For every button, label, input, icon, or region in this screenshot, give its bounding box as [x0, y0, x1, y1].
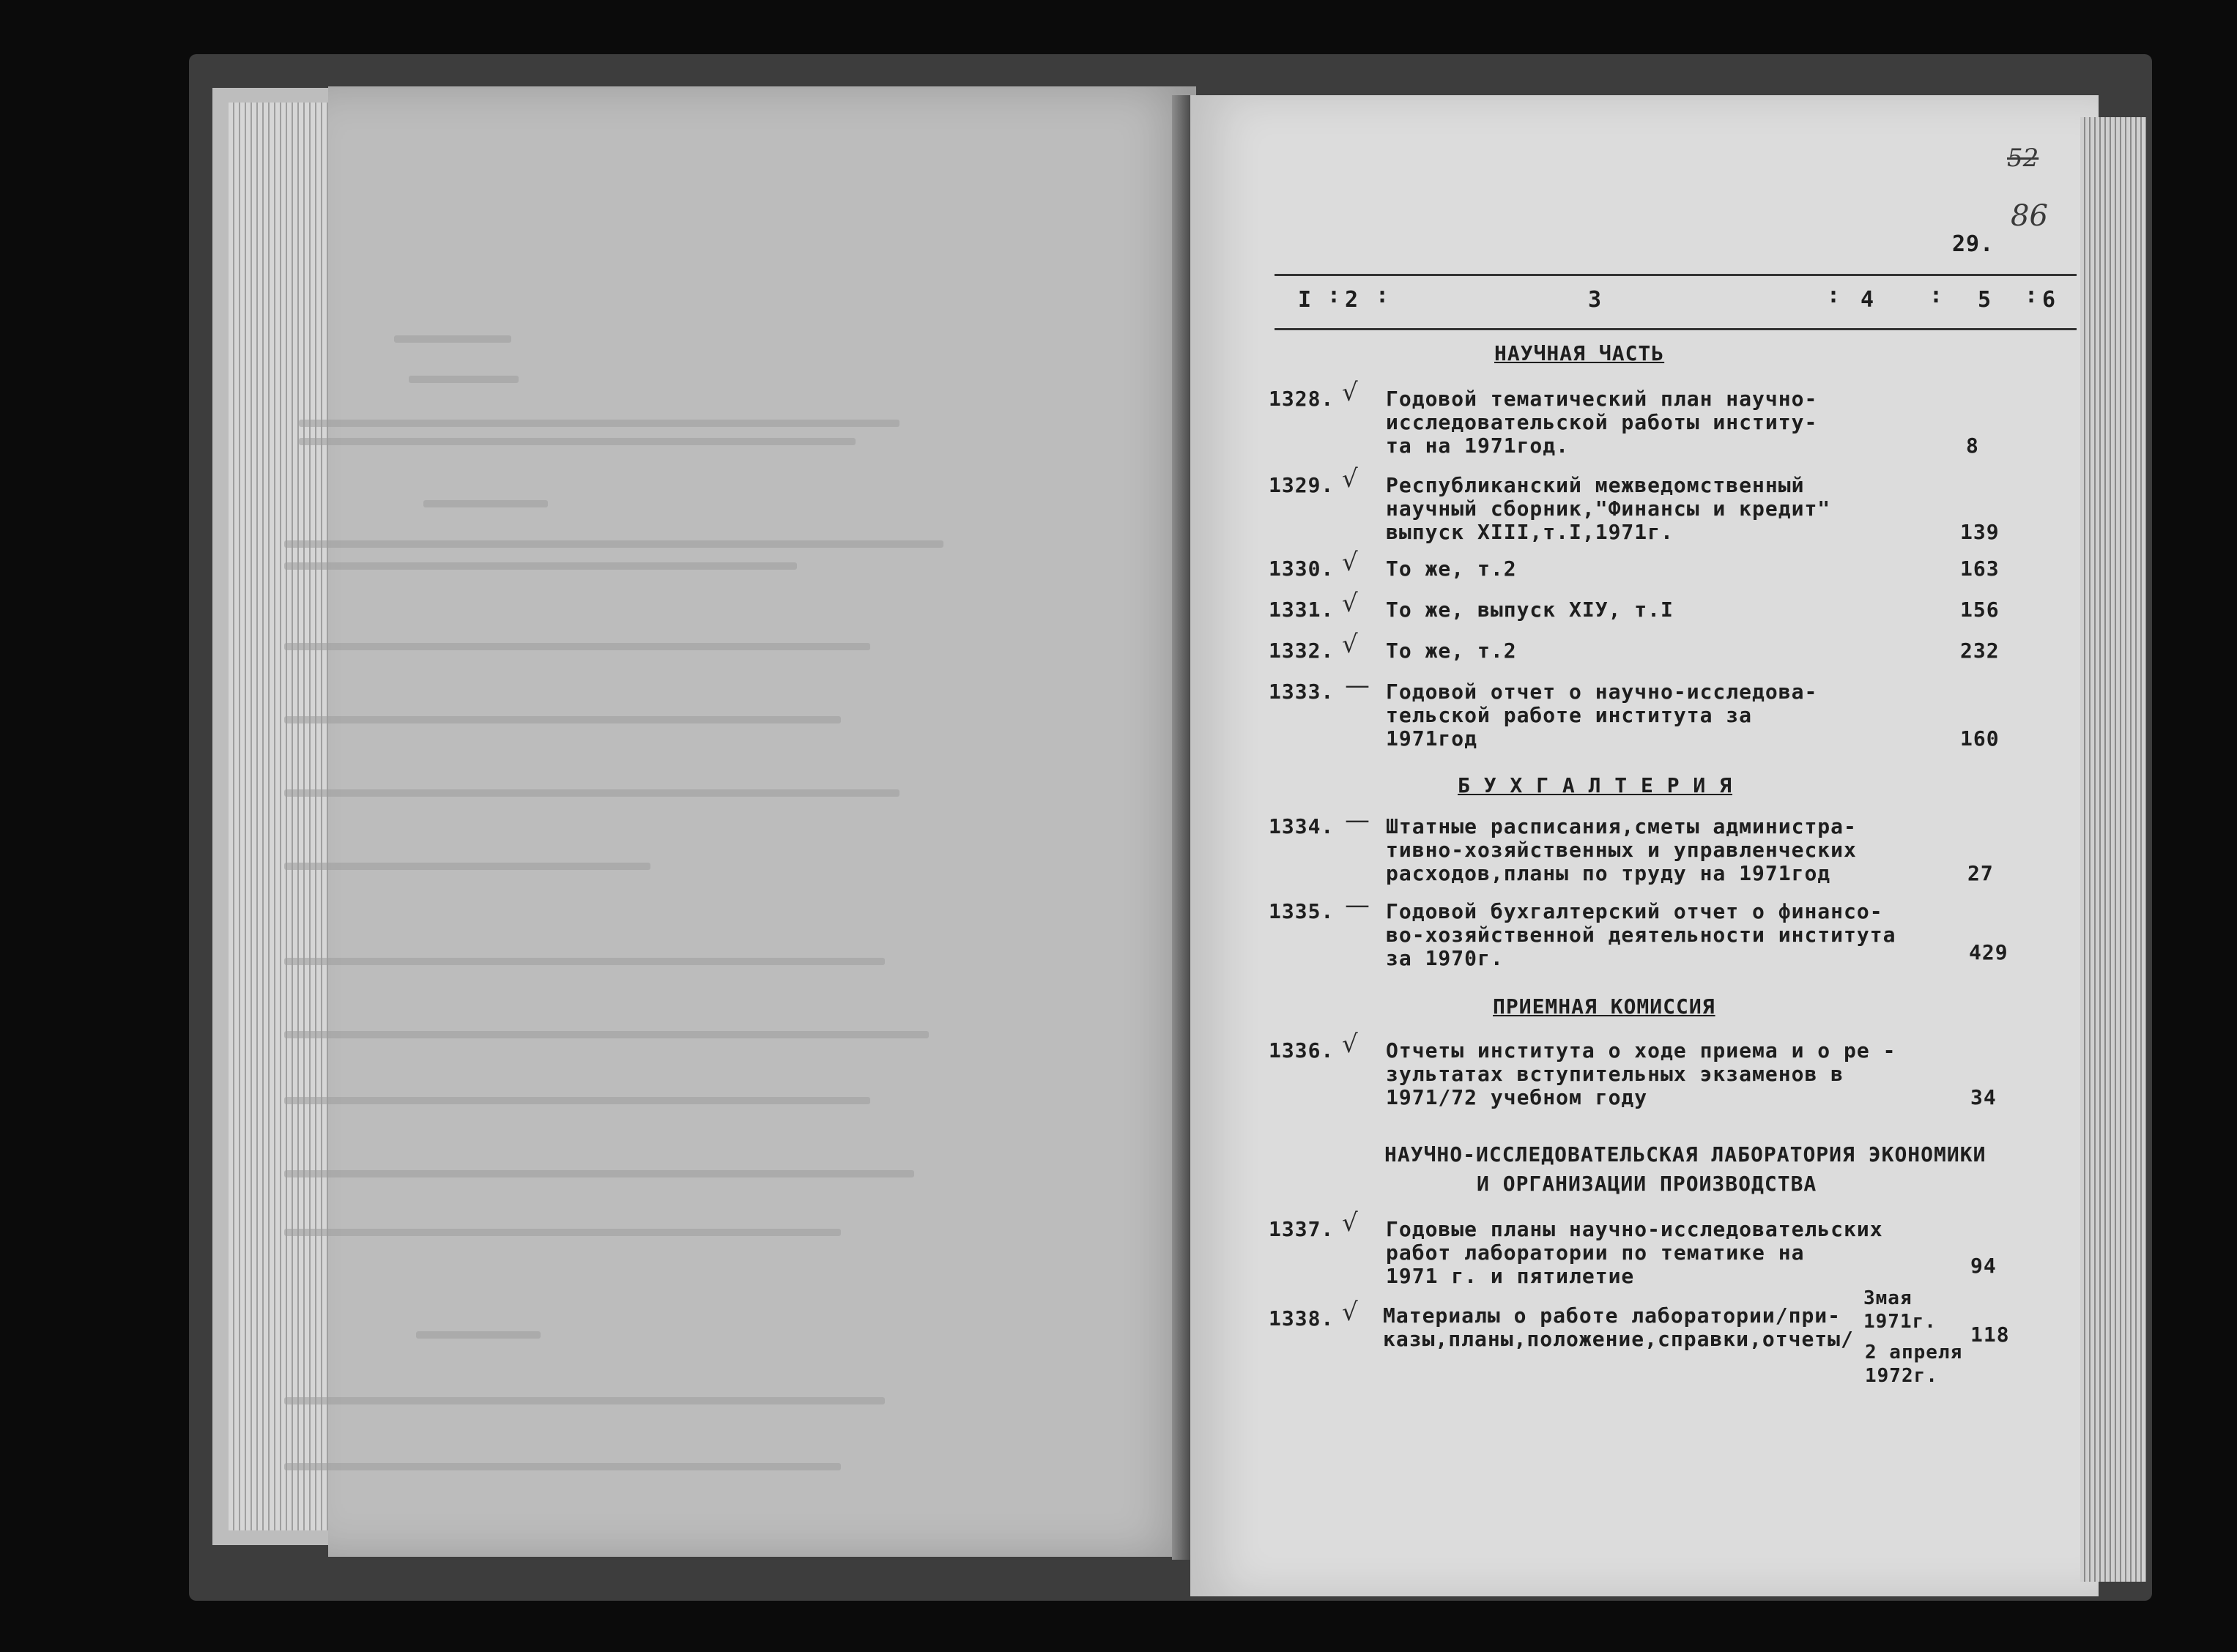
- entry-number: 1337.: [1269, 1217, 1335, 1241]
- header-rule-bottom: [1275, 328, 2077, 330]
- bleed-through-text: [284, 1031, 929, 1038]
- section-heading: ПРИЕМНАЯ КОМИССИЯ: [1493, 994, 1715, 1019]
- entry-line: зультатах вступительных экзаменов в: [1386, 1062, 1844, 1086]
- bleed-through-text: [416, 1331, 541, 1339]
- sheet-count: 163: [1960, 557, 2000, 581]
- column-header-4: 4: [1861, 287, 1875, 313]
- column-header-6: 6: [2042, 287, 2057, 313]
- column-header-1: I: [1298, 287, 1313, 313]
- bleed-through-text: [284, 789, 899, 797]
- bleed-through-text: [284, 540, 943, 548]
- left-page-blank: [328, 86, 1196, 1557]
- entry-line: казы,планы,положение,справки,отчеты/: [1383, 1327, 1854, 1351]
- entry-line: Годовой бухгалтерский отчет о финансо-: [1386, 899, 1883, 923]
- entry-line: та на 1971год.: [1386, 434, 1570, 458]
- bleed-through-text: [284, 958, 885, 965]
- column-separator: :: [1327, 283, 1342, 308]
- column-header-2: 2: [1345, 287, 1359, 313]
- bleed-through-text: [284, 1097, 870, 1104]
- dash-mark: —: [1345, 890, 1370, 920]
- bleed-through-text: [284, 1463, 841, 1470]
- entry-number: 1328.: [1269, 387, 1335, 411]
- entry-line: тивно-хозяйственных и управленческих: [1386, 838, 1857, 862]
- bleed-through-text: [284, 863, 650, 870]
- sheet-count: 232: [1960, 639, 2000, 663]
- bleed-through-text: [299, 420, 899, 427]
- sheet-count: 139: [1960, 520, 2000, 544]
- check-mark-icon: √: [1342, 589, 1358, 618]
- dash-mark: —: [1345, 671, 1370, 700]
- entry-line: То же, т.2: [1386, 639, 1517, 663]
- date-start: 3мая: [1863, 1287, 1913, 1309]
- right-page-edges: [2080, 117, 2146, 1582]
- entry-line: Годовой тематический план научно-: [1386, 387, 1818, 411]
- entry-line: Республиканский межведомственный: [1386, 473, 1805, 497]
- sheet-count: 429: [1969, 940, 2008, 964]
- bleed-through-text: [284, 716, 841, 723]
- date-end: 2 апреля: [1865, 1342, 1963, 1363]
- entry-line: выпуск XIII,т.I,1971г.: [1386, 520, 1674, 544]
- entry-number: 1338.: [1269, 1306, 1335, 1331]
- entry-line: 1971год: [1386, 726, 1478, 751]
- bleed-through-text: [284, 1229, 841, 1236]
- sheet-count: 118: [1970, 1322, 2010, 1347]
- bleed-through-text: [299, 438, 856, 445]
- bleed-through-text: [409, 376, 519, 383]
- entry-line: работ лаборатории по тематике на: [1386, 1240, 1805, 1265]
- entry-line: 1971 г. и пятилетие: [1386, 1264, 1635, 1288]
- entry-line: научный сборник,"Финансы и кредит": [1386, 496, 1831, 521]
- section-heading: НАУЧНО-ИССЛЕДОВАТЕЛЬСКАЯ ЛАБОРАТОРИЯ ЭКОНОМИКИ: [1384, 1142, 1986, 1167]
- entry-line: 1971/72 учебном году: [1386, 1085, 1648, 1109]
- bleed-through-text: [284, 562, 797, 570]
- sheet-count: 94: [1970, 1254, 1997, 1278]
- entry-line: исследовательской работы институ-: [1386, 410, 1818, 434]
- header-rule-top: [1275, 274, 2077, 276]
- entry-line: Годовой отчет о научно-исследова-: [1386, 680, 1818, 704]
- section-heading-line-2: И ОРГАНИЗАЦИИ ПРОИЗВОДСТВА: [1477, 1172, 1817, 1196]
- entry-line: Материалы о работе лаборатории/при-: [1383, 1303, 1841, 1328]
- bleed-through-text: [284, 1397, 885, 1404]
- check-mark-icon: √: [1342, 378, 1358, 407]
- entry-line: Годовые планы научно-исследовательских: [1386, 1217, 1883, 1241]
- date-start-year: 1971г.: [1863, 1311, 1937, 1333]
- dash-mark: —: [1345, 805, 1370, 835]
- check-mark-icon: √: [1342, 1030, 1358, 1059]
- check-mark-icon: √: [1342, 1298, 1358, 1327]
- sheet-count: 34: [1970, 1085, 1997, 1109]
- check-mark-icon: √: [1342, 464, 1358, 494]
- entry-number: 1332.: [1269, 639, 1335, 663]
- entry-line: Отчеты института о ходе приема и о ре -: [1386, 1038, 1896, 1063]
- entry-line: тельской работе института за: [1386, 703, 1753, 727]
- column-separator: :: [1929, 283, 1944, 308]
- sheet-count: 27: [1967, 861, 1994, 885]
- entry-number: 1329.: [1269, 473, 1335, 497]
- check-mark-icon: √: [1342, 548, 1358, 577]
- page-number: 29.: [1952, 231, 1995, 257]
- sheet-count: 156: [1960, 598, 2000, 622]
- entry-line: расходов,планы по труду на 1971год: [1386, 861, 1831, 885]
- entry-line: То же, т.2: [1386, 557, 1517, 581]
- section-heading: НАУЧНАЯ ЧАСТЬ: [1494, 341, 1665, 365]
- entry-number: 1335.: [1269, 899, 1335, 923]
- entry-line: за 1970г.: [1386, 946, 1504, 970]
- sheet-count: 160: [1960, 726, 2000, 751]
- section-heading: Б У Х Г А Л Т Е Р И Я: [1458, 773, 1733, 797]
- entry-line: Штатные расписания,сметы администра-: [1386, 814, 1857, 838]
- handwritten-folio: 86: [2011, 199, 2048, 233]
- column-header-3: 3: [1588, 287, 1603, 313]
- entry-line: во-хозяйственной деятельности института: [1386, 923, 1896, 947]
- column-separator: :: [1827, 283, 1841, 308]
- entry-number: 1334.: [1269, 814, 1335, 838]
- column-separator: :: [2025, 283, 2039, 308]
- entry-number: 1333.: [1269, 680, 1335, 704]
- handwritten-folio-old: 52: [2007, 144, 2039, 173]
- sheet-count: 8: [1966, 434, 1979, 458]
- entry-number: 1336.: [1269, 1038, 1335, 1063]
- entry-number: 1330.: [1269, 557, 1335, 581]
- column-header-5: 5: [1978, 287, 1992, 313]
- date-end-year: 1972г.: [1865, 1365, 1938, 1387]
- entry-line: То же, выпуск XIУ, т.I: [1386, 598, 1674, 622]
- entry-number: 1331.: [1269, 598, 1335, 622]
- bleed-through-text: [394, 335, 511, 343]
- column-separator: :: [1376, 283, 1390, 308]
- bleed-through-text: [284, 1170, 914, 1177]
- check-mark-icon: √: [1342, 630, 1358, 659]
- bleed-through-text: [284, 643, 870, 650]
- check-mark-icon: √: [1342, 1208, 1358, 1238]
- bleed-through-text: [423, 500, 548, 507]
